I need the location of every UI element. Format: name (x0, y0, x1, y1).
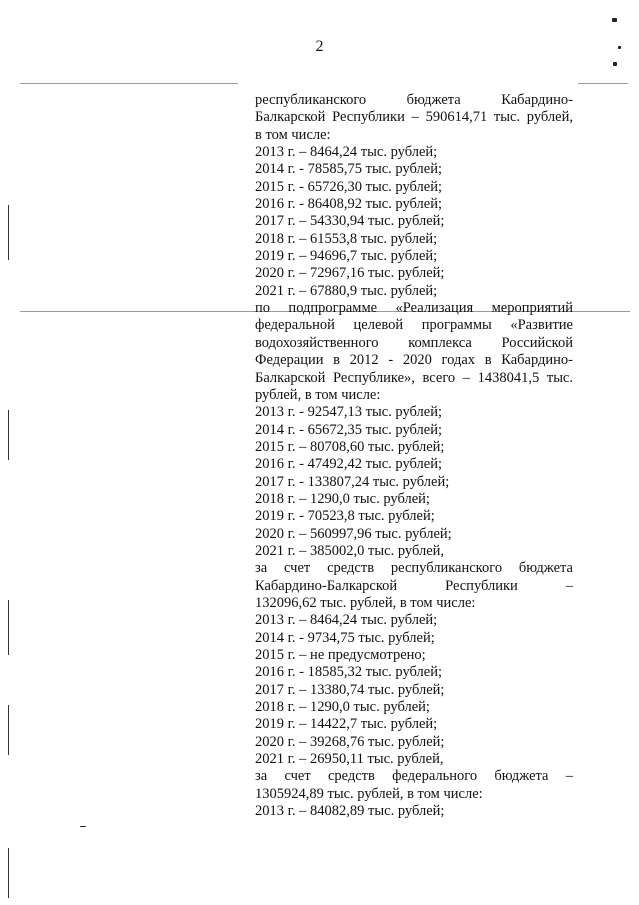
scan-rule-top-right (578, 83, 628, 84)
text-line: 2016 г. - 47492,42 тыс. рублей; (255, 456, 442, 473)
page-number: 2 (315, 38, 324, 55)
text-line: 2018 г. – 1290,0 тыс. рублей; (255, 490, 430, 507)
text-line: Балкарской Республики – 590614,71 тыс. рублей, (255, 109, 573, 126)
scan-speck-3 (613, 62, 617, 66)
scan-mark-3 (8, 600, 9, 655)
text-line: 1305924,89 тыс. рублей, в том числе: (255, 785, 483, 802)
text-line: 2013 г. – 84082,89 тыс. рублей; (255, 803, 445, 820)
text-line: 2016 г. - 86408,92 тыс. рублей; (255, 196, 442, 213)
text-line: 2020 г. – 39268,76 тыс. рублей; (255, 733, 445, 750)
scan-speck-1 (612, 18, 617, 22)
document-body (255, 92, 573, 820)
text-line: за счет средств республиканского бюджета (255, 560, 573, 577)
text-line: 2017 г. – 13380,74 тыс. рублей; (255, 681, 445, 698)
text-line: 2013 г. – 8464,24 тыс. рублей; (255, 144, 438, 161)
text-line: федеральной целевой программы «Развитие (255, 317, 573, 334)
scan-mark-5 (8, 848, 9, 898)
text-line: Балкарской Республике», всего – 1438041,5 тыс. (255, 369, 573, 386)
text-line: водохозяйственного комплекса Российской (255, 334, 573, 351)
text-line: 2013 г. – 8464,24 тыс. рублей; (255, 612, 438, 629)
text-line: 2020 г. – 560997,96 тыс. рублей; (255, 525, 452, 542)
text-line: 2016 г. - 18585,32 тыс. рублей; (255, 664, 442, 681)
text-line: 2019 г. – 14422,7 тыс. рублей; (255, 716, 438, 733)
text-line: Кабардино-Балкарской Республики – (255, 577, 573, 594)
text-line: 2021 г. – 26950,11 тыс. рублей, (255, 751, 444, 768)
text-line: Федерации в 2012 - 2020 годах в Кабардино- (255, 352, 573, 369)
text-line: 2018 г. – 1290,0 тыс. рублей; (255, 699, 430, 716)
text-line: 2013 г. - 92547,13 тыс. рублей; (255, 404, 442, 421)
scan-mark-2 (8, 410, 9, 460)
scan-speck-2 (618, 46, 621, 49)
text-line: республиканского бюджета Кабардино- (255, 92, 573, 108)
text-line: по подпрограмме «Реализация мероприятий (255, 300, 573, 317)
scan-rule-top (20, 83, 238, 84)
text-line: 2014 г. - 65672,35 тыс. рублей; (255, 421, 442, 438)
text-line: 2019 г. – 94696,7 тыс. рублей; (255, 248, 438, 265)
text-line: 2015 г. – не предусмотрено; (255, 647, 426, 663)
text-line: 132096,62 тыс. рублей, в том числе: (255, 594, 476, 611)
scan-mark-1 (8, 205, 9, 260)
scan-mark-4 (8, 705, 9, 755)
text-line: за счет средств федерального бюджета – (255, 768, 573, 785)
text-line: 2014 г. - 78585,75 тыс. рублей; (255, 161, 442, 178)
text-line: 2019 г. - 70523,8 тыс. рублей; (255, 508, 435, 525)
text-line: 2015 г. - 65726,30 тыс. рублей; (255, 178, 442, 195)
text-line: 2017 г. – 54330,94 тыс. рублей; (255, 213, 445, 230)
text-line: 2020 г. – 72967,16 тыс. рублей; (255, 265, 445, 282)
text-line: рублей, в том числе: (255, 386, 381, 403)
text-line: 2021 г. – 385002,0 тыс. рублей, (255, 542, 445, 559)
text-line: в том числе: (255, 126, 331, 143)
text-line: 2014 г. - 9734,75 тыс. рублей; (255, 629, 435, 646)
text-line: 2018 г. – 61553,8 тыс. рублей; (255, 230, 438, 247)
text-line: 2017 г. - 133807,24 тыс. рублей; (255, 473, 450, 490)
scan-speck-4 (80, 826, 86, 827)
text-line: 2015 г. – 80708,60 тыс. рублей; (255, 438, 445, 455)
text-line: 2021 г. – 67880,9 тыс. рублей; (255, 282, 438, 299)
